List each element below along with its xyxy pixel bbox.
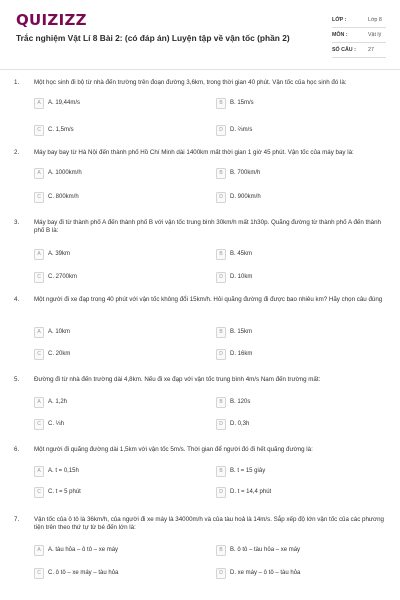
option-d[interactable] [216, 486, 364, 498]
option-letter-box: B [216, 466, 226, 477]
question-text: Máy bay đi từ thành phố A đến thành phố B với vận tốc trung bình 30km/h mất 1h30p. Quãng đường từ thành phố A đến thành phố B là: [34, 219, 381, 235]
option-a[interactable] [34, 167, 182, 179]
option-text: B. 700km/h [230, 170, 261, 176]
option-letter-box: B [216, 397, 226, 408]
option-text: D. 0,3h [230, 421, 250, 427]
option-b[interactable] [216, 248, 364, 260]
option-letter-box: C [34, 272, 44, 283]
question-number: 6. [14, 446, 20, 453]
meta-label: SỐ CÂU : [332, 47, 356, 53]
option-text: B. t = 15 giây [230, 468, 266, 474]
option-letter-box: A [34, 545, 44, 556]
option-letter-box: D [216, 349, 226, 360]
option-text: A. t = 0,15h [48, 468, 79, 474]
option-text: C. ô tô – xe máy – tàu hỏa [48, 570, 119, 576]
option-text: D. t = 14,4 phút [230, 489, 272, 495]
header-divider [0, 69, 400, 70]
option-letter-box: D [216, 125, 226, 136]
option-d[interactable] [216, 124, 364, 136]
option-text: A. 39km [48, 251, 71, 257]
option-c[interactable] [34, 191, 182, 203]
option-text: C. t = 5 phút [48, 489, 81, 495]
option-text: B. ô tô – tàu hỏa – xe máy [230, 547, 301, 553]
option-d[interactable] [216, 271, 364, 283]
question-number: 1. [14, 79, 20, 86]
meta-value: 27 [368, 47, 374, 53]
option-letter-box: A [34, 249, 44, 260]
option-text: B. 120s [230, 399, 251, 405]
option-letter-box: C [34, 419, 44, 430]
option-text: D. 16km [230, 351, 253, 357]
meta-row-subject [332, 28, 386, 43]
meta-label: MÔN : [332, 32, 348, 38]
option-a[interactable] [34, 326, 182, 338]
option-letter-box: B [216, 249, 226, 260]
option-letter-box: C [34, 568, 44, 579]
question-number: 2. [14, 149, 20, 156]
question-number: 5. [14, 376, 20, 383]
option-letter-box: B [216, 545, 226, 556]
logo-text: QUIZIZZ [16, 11, 87, 29]
option-b[interactable] [216, 396, 364, 408]
option-text: D. 10km [230, 274, 253, 280]
question-text: Vận tốc của ô tô là 36km/h, của người đi xe máy là 34000m/h và của tàu hoả là 14m/s. Sắp xếp độ lớn vận tốc của các phương tiện trên theo thứ tự từ bé đến lớn là: [34, 516, 384, 532]
meta-row-grade [332, 13, 386, 28]
option-text: D. 900km/h [230, 194, 261, 200]
option-letter-box: D [216, 192, 226, 203]
meta-value: Lớp 8 [368, 17, 382, 23]
option-a[interactable] [34, 465, 182, 477]
option-a[interactable] [34, 97, 182, 109]
option-text: D. xe máy – ô tô – tàu hỏa [230, 570, 301, 576]
option-b[interactable] [216, 544, 364, 556]
option-a[interactable] [34, 396, 182, 408]
option-text: C. 800km/h [48, 194, 79, 200]
option-letter-box: A [34, 98, 44, 109]
option-c[interactable] [34, 348, 182, 360]
question-text: Máy bay bay từ Hà Nội đến thành phố Hồ Chí Minh dài 1400km mất thời gian 1 giờ 45 phút. Vận tốc của máy bay là: [34, 149, 354, 156]
option-letter-box: B [216, 98, 226, 109]
question-text: Một người đi xe đạp trong 40 phút với vận tốc không đổi 15km/h. Hỏi quãng đường đi được bao nhiêu km? Hãy chọn câu đúng [34, 296, 383, 303]
option-d[interactable] [216, 191, 364, 203]
document-header [0, 0, 400, 66]
quizizz-logo [16, 12, 87, 28]
option-text: A. 10km [48, 329, 71, 335]
document-title: Trắc nghiệm Vật Lí 8 Bài 2: (có đáp án) Luyện tập về vận tốc (phần 2) [16, 33, 290, 43]
option-text: B. 15m/s [230, 100, 254, 106]
option-letter-box: D [216, 272, 226, 283]
meta-value: Vật lý [368, 32, 382, 38]
option-b[interactable] [216, 326, 364, 338]
question-number: 4. [14, 296, 20, 303]
option-b[interactable] [216, 97, 364, 109]
option-text: A. 1000km/h [48, 170, 82, 176]
option-text: B. 15km [230, 329, 253, 335]
option-letter-box: D [216, 487, 226, 498]
question-text: Một học sinh đi bộ từ nhà đến trường trên đoạn đường 3,6km, trong thời gian 40 phút. Vận tốc của học sinh đó là: [34, 79, 347, 86]
option-text: A. 1,2h [48, 399, 68, 405]
option-letter-box: A [34, 397, 44, 408]
option-letter-box: A [34, 168, 44, 179]
option-d[interactable] [216, 418, 364, 430]
option-letter-box: C [34, 125, 44, 136]
option-a[interactable] [34, 248, 182, 260]
option-letter-box: B [216, 168, 226, 179]
meta-row-count [332, 43, 386, 58]
option-a[interactable] [34, 544, 182, 556]
option-letter-box: C [34, 192, 44, 203]
option-letter-box: C [34, 487, 44, 498]
option-letter-box: C [34, 349, 44, 360]
option-c[interactable] [34, 271, 182, 283]
option-text: C. 1,5m/s [48, 127, 74, 133]
option-b[interactable] [216, 465, 364, 477]
meta-label: LỚP : [332, 17, 347, 23]
option-d[interactable] [216, 567, 364, 579]
option-d[interactable] [216, 348, 364, 360]
option-letter-box: D [216, 419, 226, 430]
option-c[interactable] [34, 567, 182, 579]
option-letter-box: A [34, 466, 44, 477]
option-text: C. 20km [48, 351, 71, 357]
option-letter-box: D [216, 568, 226, 579]
option-text: A. 19,44m/s [48, 100, 81, 106]
option-c[interactable] [34, 124, 182, 136]
option-letter-box: B [216, 327, 226, 338]
meta-table [332, 13, 386, 58]
option-text: B. 45km [230, 251, 253, 257]
question-number: 3. [14, 219, 20, 226]
option-text: D. ⅔m/s [230, 127, 253, 133]
option-c[interactable] [34, 486, 182, 498]
option-text: A. tàu hỏa – ô tô – xe máy [48, 547, 119, 553]
question-text: Một người đi quãng đường dài 1,5km với vận tốc 5m/s. Thời gian để người đó đi hết quãng đường là: [34, 446, 313, 453]
option-letter-box: A [34, 327, 44, 338]
question-text: Đường đi từ nhà đến trường dài 4,8km. Nếu đi xe đạp với vận tốc trung bình 4m/s Nam đến trường mất: [34, 376, 321, 383]
option-text: C. 2700km [48, 274, 78, 280]
option-text: C. ⅓h [48, 421, 65, 427]
option-c[interactable] [34, 418, 182, 430]
question-number: 7. [14, 516, 20, 523]
option-b[interactable] [216, 167, 364, 179]
